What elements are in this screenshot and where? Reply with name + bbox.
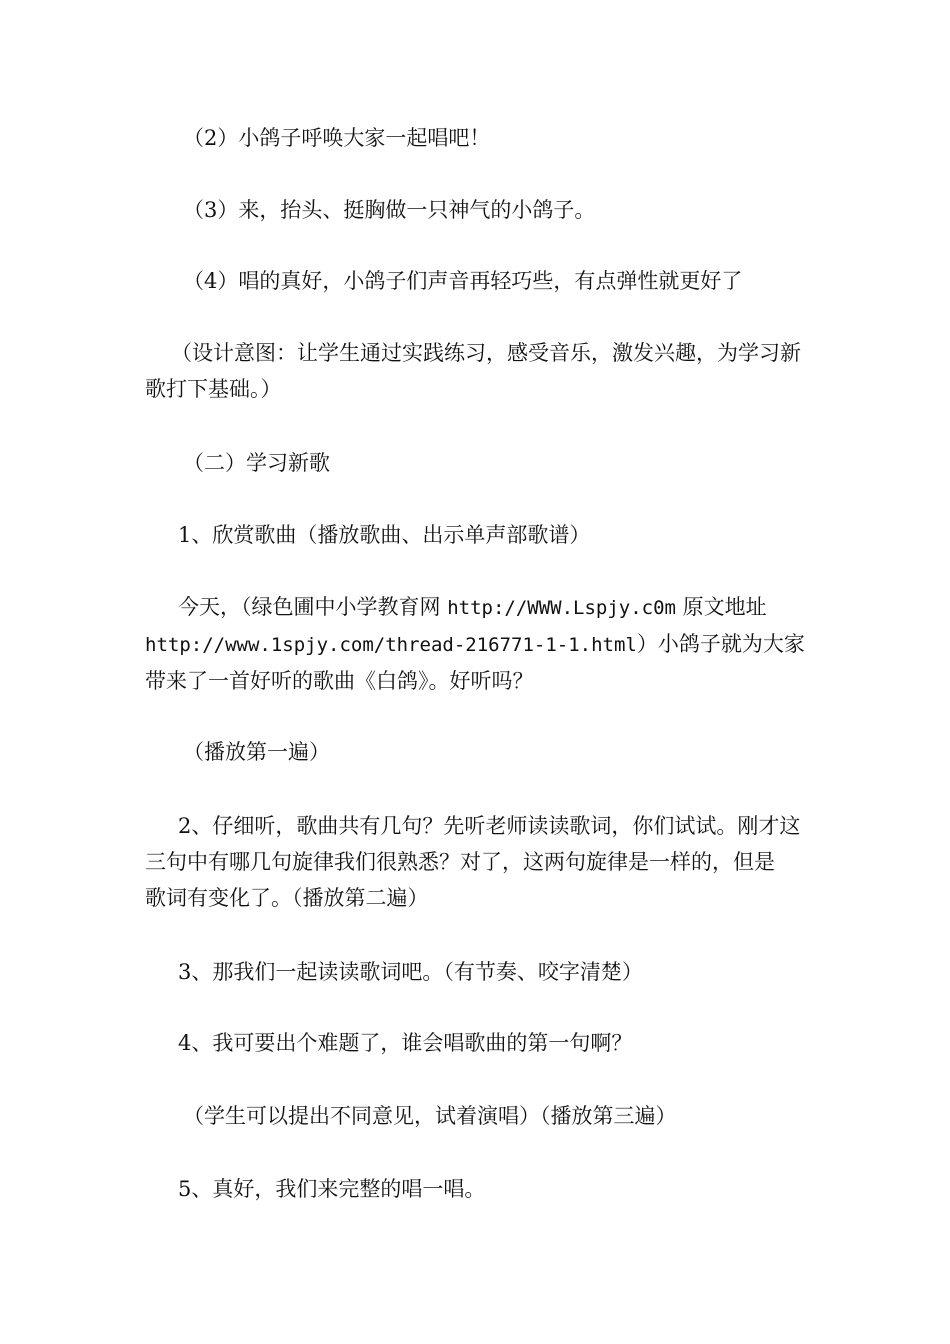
- website-url-2: http://www.1spjy.com/thread-216771-1-1.html: [145, 634, 637, 656]
- item-1-text: 1、欣赏歌曲（播放歌曲、出示单声部歌谱）: [178, 523, 591, 547]
- item-2-line-3: 歌词有变化了。（播放第二遍）: [145, 886, 429, 910]
- item-2-line-2: 三句中有哪几句旋律我们很熟悉？对了，这两句旋律是一样的，但是: [145, 850, 775, 874]
- intro-line-1-start: 今天，（绿色圃中小学教育网: [178, 595, 448, 619]
- intro-line-2-end: ）小鸽子就为大家: [636, 632, 805, 656]
- intro-line-3: 带来了一首好听的歌曲《白鸽》。好听吗？: [145, 669, 534, 693]
- intro-line-1-end: 原文地址: [675, 595, 767, 619]
- intro-line-2: [145, 626, 810, 663]
- item-3-text: 3、那我们一起读读歌词吧。（有节奏、咬字清楚）: [178, 960, 643, 984]
- intro-paragraph: [145, 589, 810, 699]
- item-2-line-1: 2、仔细听，歌曲共有几句？先听老师读读歌词，你们试试。刚才这: [178, 814, 801, 838]
- step-4-text: （4）唱的真好，小鸽子们声音再轻巧些，有点弹性就更好了: [183, 269, 743, 293]
- item-2-paragraph: [145, 808, 810, 916]
- design-intent-line-1: （设计意图：让学生通过实践练习，感受音乐，激发兴趣，为学习新: [171, 341, 801, 365]
- section-heading-learn-new-song: （二）学习新歌: [183, 451, 330, 475]
- design-intent-paragraph: [145, 335, 810, 407]
- student-response-text: （学生可以提出不同意见，试着演唱）（播放第三遍）: [183, 1104, 677, 1128]
- item-5-text: 5、真好，我们来完整的唱一唱。: [178, 1177, 486, 1201]
- play-first-time-text: （播放第一遍）: [183, 740, 330, 764]
- website-url-1: http://WWW.Lspjy.c0m: [447, 597, 676, 619]
- design-intent-line-2: 歌打下基础。）: [145, 377, 282, 401]
- step-2-text: （2）小鸽子呼唤大家一起唱吧！: [183, 126, 491, 150]
- step-3-text: （3）来，抬头、挺胸做一只神气的小鸽子。: [183, 198, 596, 222]
- item-4-text: 4、我可要出个难题了，谁会唱歌曲的第一句啊？: [178, 1031, 633, 1055]
- intro-line-1: [145, 589, 810, 626]
